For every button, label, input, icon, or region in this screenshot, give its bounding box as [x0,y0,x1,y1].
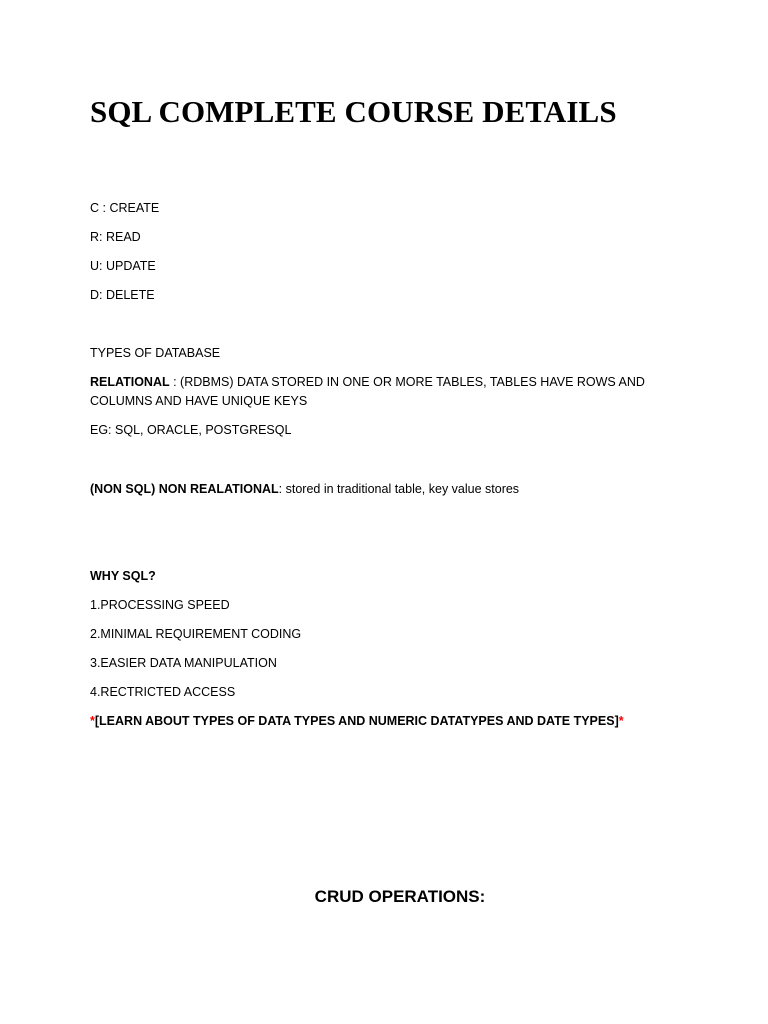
types-of-database-heading: TYPES OF DATABASE [90,346,221,360]
crud-delete-line: D: DELETE [90,288,155,302]
crud-update-line: U: UPDATE [90,259,156,273]
relational-description: : (RDBMS) DATA STORED IN ONE OR MORE TABLES, TABLES HAVE ROWS AND COLUMNS AND HAVE UNIQUE KEYS [90,375,645,408]
note-star-right: * [618,714,624,728]
crud-read-line: R: READ [90,230,141,244]
relational-label: RELATIONAL [90,375,170,389]
crud-create-line: C : CREATE [90,201,160,215]
why-sql-item: 4.RECTRICTED ACCESS [90,685,236,699]
learn-note [90,712,624,731]
non-relational-paragraph [90,480,519,499]
why-sql-item: 1.PROCESSING SPEED [90,598,230,612]
why-sql-heading: WHY SQL? [90,569,156,583]
relational-examples-line: EG: SQL, ORACLE, POSTGRESQL [90,423,292,437]
crud-operations-heading: CRUD OPERATIONS: [314,887,486,906]
relational-paragraph [90,373,670,411]
note-star-left: * [90,714,95,728]
why-sql-item: 2.MINIMAL REQUIREMENT CODING [90,627,302,641]
document-title: SQL COMPLETE COURSE DETAILS [90,94,617,129]
note-text: [LEARN ABOUT TYPES OF DATA TYPES AND NUMERIC DATATYPES AND DATE TYPES] [94,714,619,728]
why-sql-item: 3.EASIER DATA MANIPULATION [90,656,277,670]
non-relational-label: (NON SQL) NON REALATIONAL [90,482,279,496]
non-relational-description: : stored in traditional table, key value stores [278,482,520,496]
